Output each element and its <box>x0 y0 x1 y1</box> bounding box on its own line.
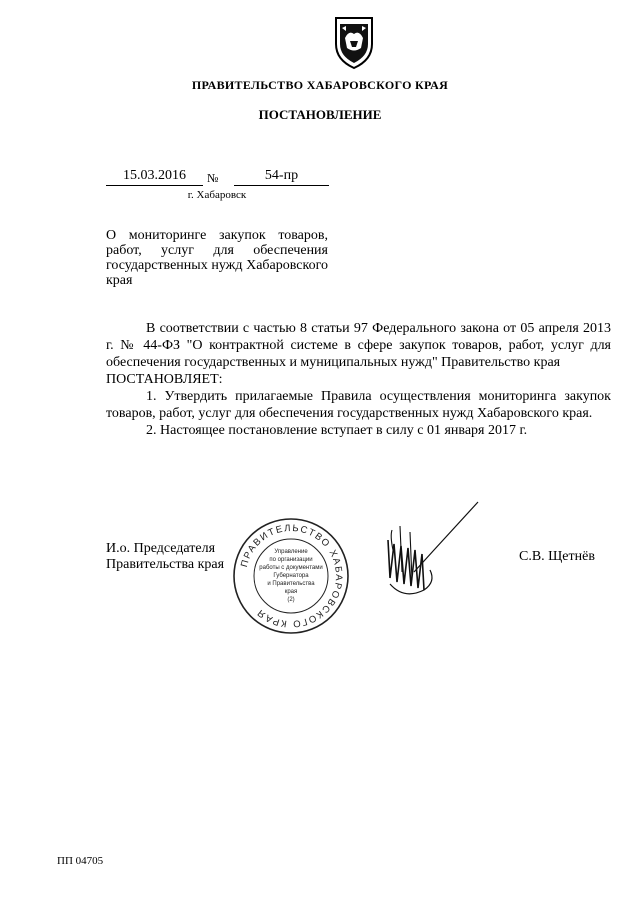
document-body <box>106 320 611 439</box>
stamp-inner-line: Губернатора <box>273 573 309 579</box>
preamble-paragraph: В соответствии с частью 8 статьи 97 Федерального закона от 05 апреля 2013 г. № 44-ФЗ "О контрактной системе в сфере закупок товаров, работ, услуг для обеспечения государственных и муниципальных нужд" Правительство края <box>106 321 611 370</box>
footer-code: ПП 04705 <box>57 855 104 867</box>
stamp-inner-line: (2) <box>287 597 295 603</box>
stamp-inner-line: работы с документами <box>259 565 323 571</box>
signatory-position <box>106 541 224 573</box>
position-line-2: Правительства края <box>106 557 225 572</box>
official-stamp <box>232 517 350 635</box>
document-number: 54-пр <box>234 168 329 186</box>
document-subject: О мониторинге закупок товаров, работ, услуг для обеспечения государственных нужд Хабаровского края <box>106 228 328 288</box>
document-city: г. Хабаровск <box>187 189 247 201</box>
stamp-inner-line: Управление <box>274 549 308 555</box>
handwritten-signature <box>384 500 480 602</box>
organization-title: ПРАВИТЕЛЬСТВО ХАБАРОВСКОГО КРАЯ <box>191 78 449 92</box>
stamp-inner-line: по организации <box>269 557 313 563</box>
stamp-outer-text: ПРАВИТЕЛЬСТВО ХАБАРОВСКОГО КРАЯ <box>238 522 345 630</box>
signatory-name: С.В. Щетнёв <box>519 549 595 564</box>
position-line-1: И.о. Председателя <box>106 541 216 556</box>
item-2-paragraph: 2. Настоящее постановление вступает в силу с 01 января 2017 г. <box>146 423 528 438</box>
item-1-paragraph: 1. Утвердить прилагаемые Правила осуществления мониторинга закупок товаров, работ, услуг для обеспечения государственных нужд Хабаровского края. <box>106 389 611 421</box>
number-sign: № <box>207 171 219 185</box>
document-type: ПОСТАНОВЛЕНИЕ <box>258 107 382 122</box>
stamp-inner-line: края <box>284 589 298 595</box>
resolves-heading: ПОСТАНОВЛЯЕТ: <box>106 372 223 387</box>
coat-of-arms-icon <box>332 14 376 70</box>
document-date: 15.03.2016 <box>106 168 203 186</box>
stamp-inner-line: и Правительства <box>267 581 315 587</box>
